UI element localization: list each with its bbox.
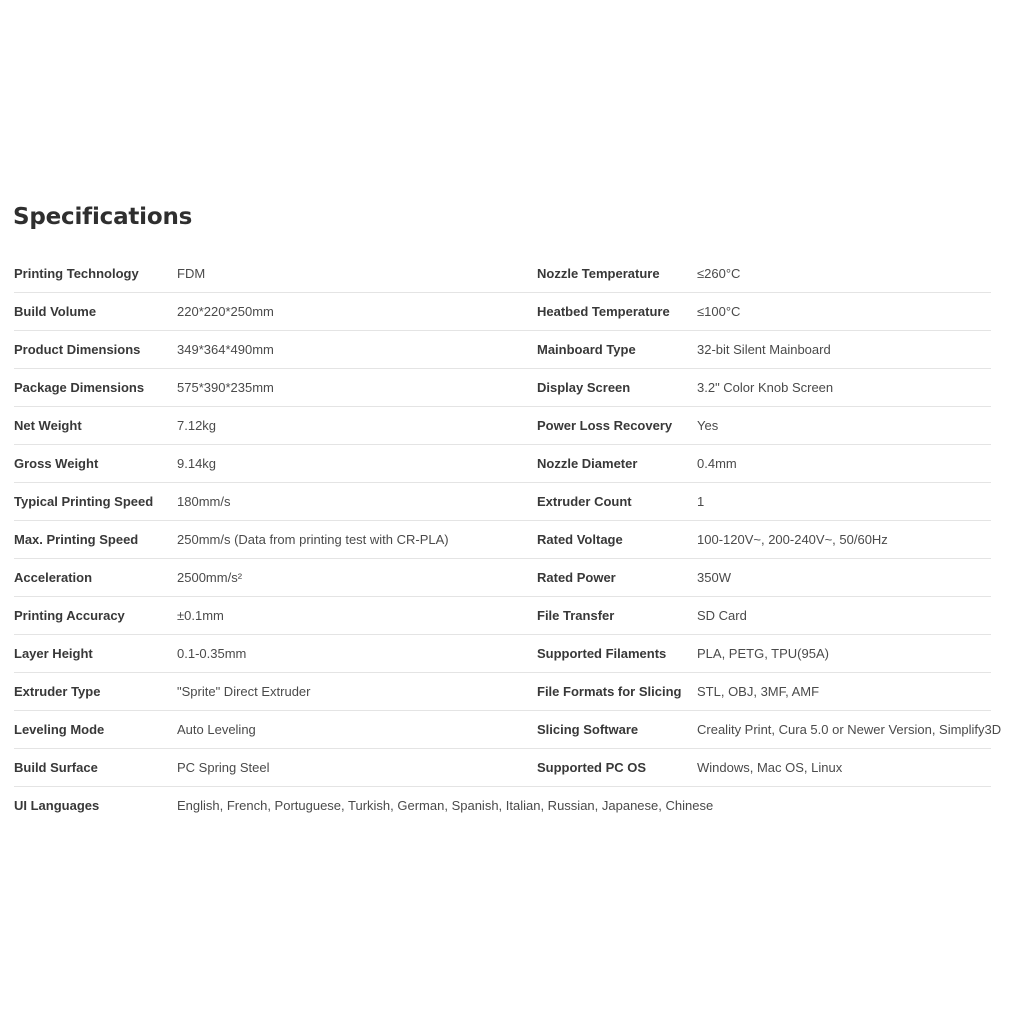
- spec-value: SD Card: [697, 608, 747, 623]
- spec-label: Heatbed Temperature: [537, 304, 670, 319]
- spec-label: Printing Technology: [14, 266, 139, 281]
- spec-row: [14, 521, 991, 559]
- spec-label: Supported Filaments: [537, 646, 667, 661]
- spec-value: 1: [697, 494, 705, 509]
- spec-value: 0.4mm: [697, 456, 737, 471]
- spec-value: "Sprite" Direct Extruder: [177, 684, 311, 699]
- spec-value: 180mm/s: [177, 494, 231, 509]
- spec-value: English, French, Portuguese, Turkish, German, Spanish, Italian, Russian, Japanese, Chinese: [177, 798, 714, 813]
- spec-value: 9.14kg: [177, 456, 217, 471]
- spec-row: [14, 597, 991, 635]
- spec-label: Mainboard Type: [537, 342, 636, 357]
- spec-value: 7.12kg: [177, 418, 217, 433]
- spec-row: [14, 407, 991, 445]
- spec-label: Build Volume: [14, 304, 97, 319]
- spec-label: Slicing Software: [537, 722, 639, 737]
- spec-value: ≤260°C: [697, 266, 741, 281]
- spec-value: 220*220*250mm: [177, 304, 274, 319]
- spec-value: ≤100°C: [697, 304, 741, 319]
- spec-row: [14, 255, 991, 293]
- spec-value: 349*364*490mm: [177, 342, 274, 357]
- spec-value: 350W: [697, 570, 731, 585]
- spec-label: Build Surface: [14, 760, 98, 775]
- spec-label: Power Loss Recovery: [537, 418, 673, 433]
- spec-label: UI Languages: [14, 798, 100, 813]
- spec-row-ui-languages: [14, 787, 991, 825]
- spec-label: Supported PC OS: [537, 760, 647, 775]
- spec-value: PLA, PETG, TPU(95A): [697, 646, 829, 661]
- spec-label: Extruder Type: [14, 684, 101, 699]
- spec-label: File Formats for Slicing: [537, 684, 682, 699]
- spec-value: Creality Print, Cura 5.0 or Newer Version, Simplify3D: [697, 722, 1002, 737]
- spec-value: Yes: [697, 418, 719, 433]
- spec-label: Product Dimensions: [14, 342, 141, 357]
- spec-row: [14, 483, 991, 521]
- spec-row: [14, 711, 1002, 749]
- spec-value: 3.2" Color Knob Screen: [697, 380, 834, 395]
- spec-row: [14, 559, 991, 597]
- spec-label: Display Screen: [537, 380, 631, 395]
- spec-value: 0.1-0.35mm: [177, 646, 247, 661]
- spec-label: File Transfer: [537, 608, 615, 623]
- spec-value: STL, OBJ, 3MF, AMF: [697, 684, 820, 699]
- spec-label: Layer Height: [14, 646, 93, 661]
- spec-label: Nozzle Temperature: [537, 266, 660, 281]
- spec-value: Windows, Mac OS, Linux: [697, 760, 843, 775]
- spec-row: [14, 293, 991, 331]
- spec-label: Net Weight: [14, 418, 82, 433]
- spec-row: [14, 635, 991, 673]
- spec-row: [14, 445, 991, 483]
- spec-value: ±0.1mm: [177, 608, 224, 623]
- spec-value: PC Spring Steel: [177, 760, 270, 775]
- spec-row: [14, 369, 991, 407]
- spec-label: Extruder Count: [537, 494, 632, 509]
- spec-label: Nozzle Diameter: [537, 456, 638, 471]
- spec-row: [14, 331, 991, 369]
- spec-label: Leveling Mode: [14, 722, 105, 737]
- spec-value: 32-bit Silent Mainboard: [697, 342, 831, 357]
- spec-value: Auto Leveling: [177, 722, 256, 737]
- specifications-table: [14, 255, 1002, 825]
- spec-value: 250mm/s (Data from printing test with CR-PLA): [177, 532, 449, 547]
- spec-label: Package Dimensions: [14, 380, 145, 395]
- spec-value: 100-120V~, 200-240V~, 50/60Hz: [697, 532, 888, 547]
- page-title: Specifications: [13, 204, 193, 230]
- spec-value: 575*390*235mm: [177, 380, 274, 395]
- spec-label: Rated Voltage: [537, 532, 623, 547]
- spec-label: Max. Printing Speed: [14, 532, 139, 547]
- spec-row: [14, 749, 991, 787]
- spec-label: Gross Weight: [14, 456, 99, 471]
- spec-value: 2500mm/s²: [177, 570, 243, 585]
- spec-label: Typical Printing Speed: [14, 494, 154, 509]
- spec-row: [14, 673, 991, 711]
- spec-label: Printing Accuracy: [14, 608, 125, 623]
- spec-label: Acceleration: [14, 570, 93, 585]
- spec-value: FDM: [177, 266, 206, 281]
- spec-label: Rated Power: [537, 570, 616, 585]
